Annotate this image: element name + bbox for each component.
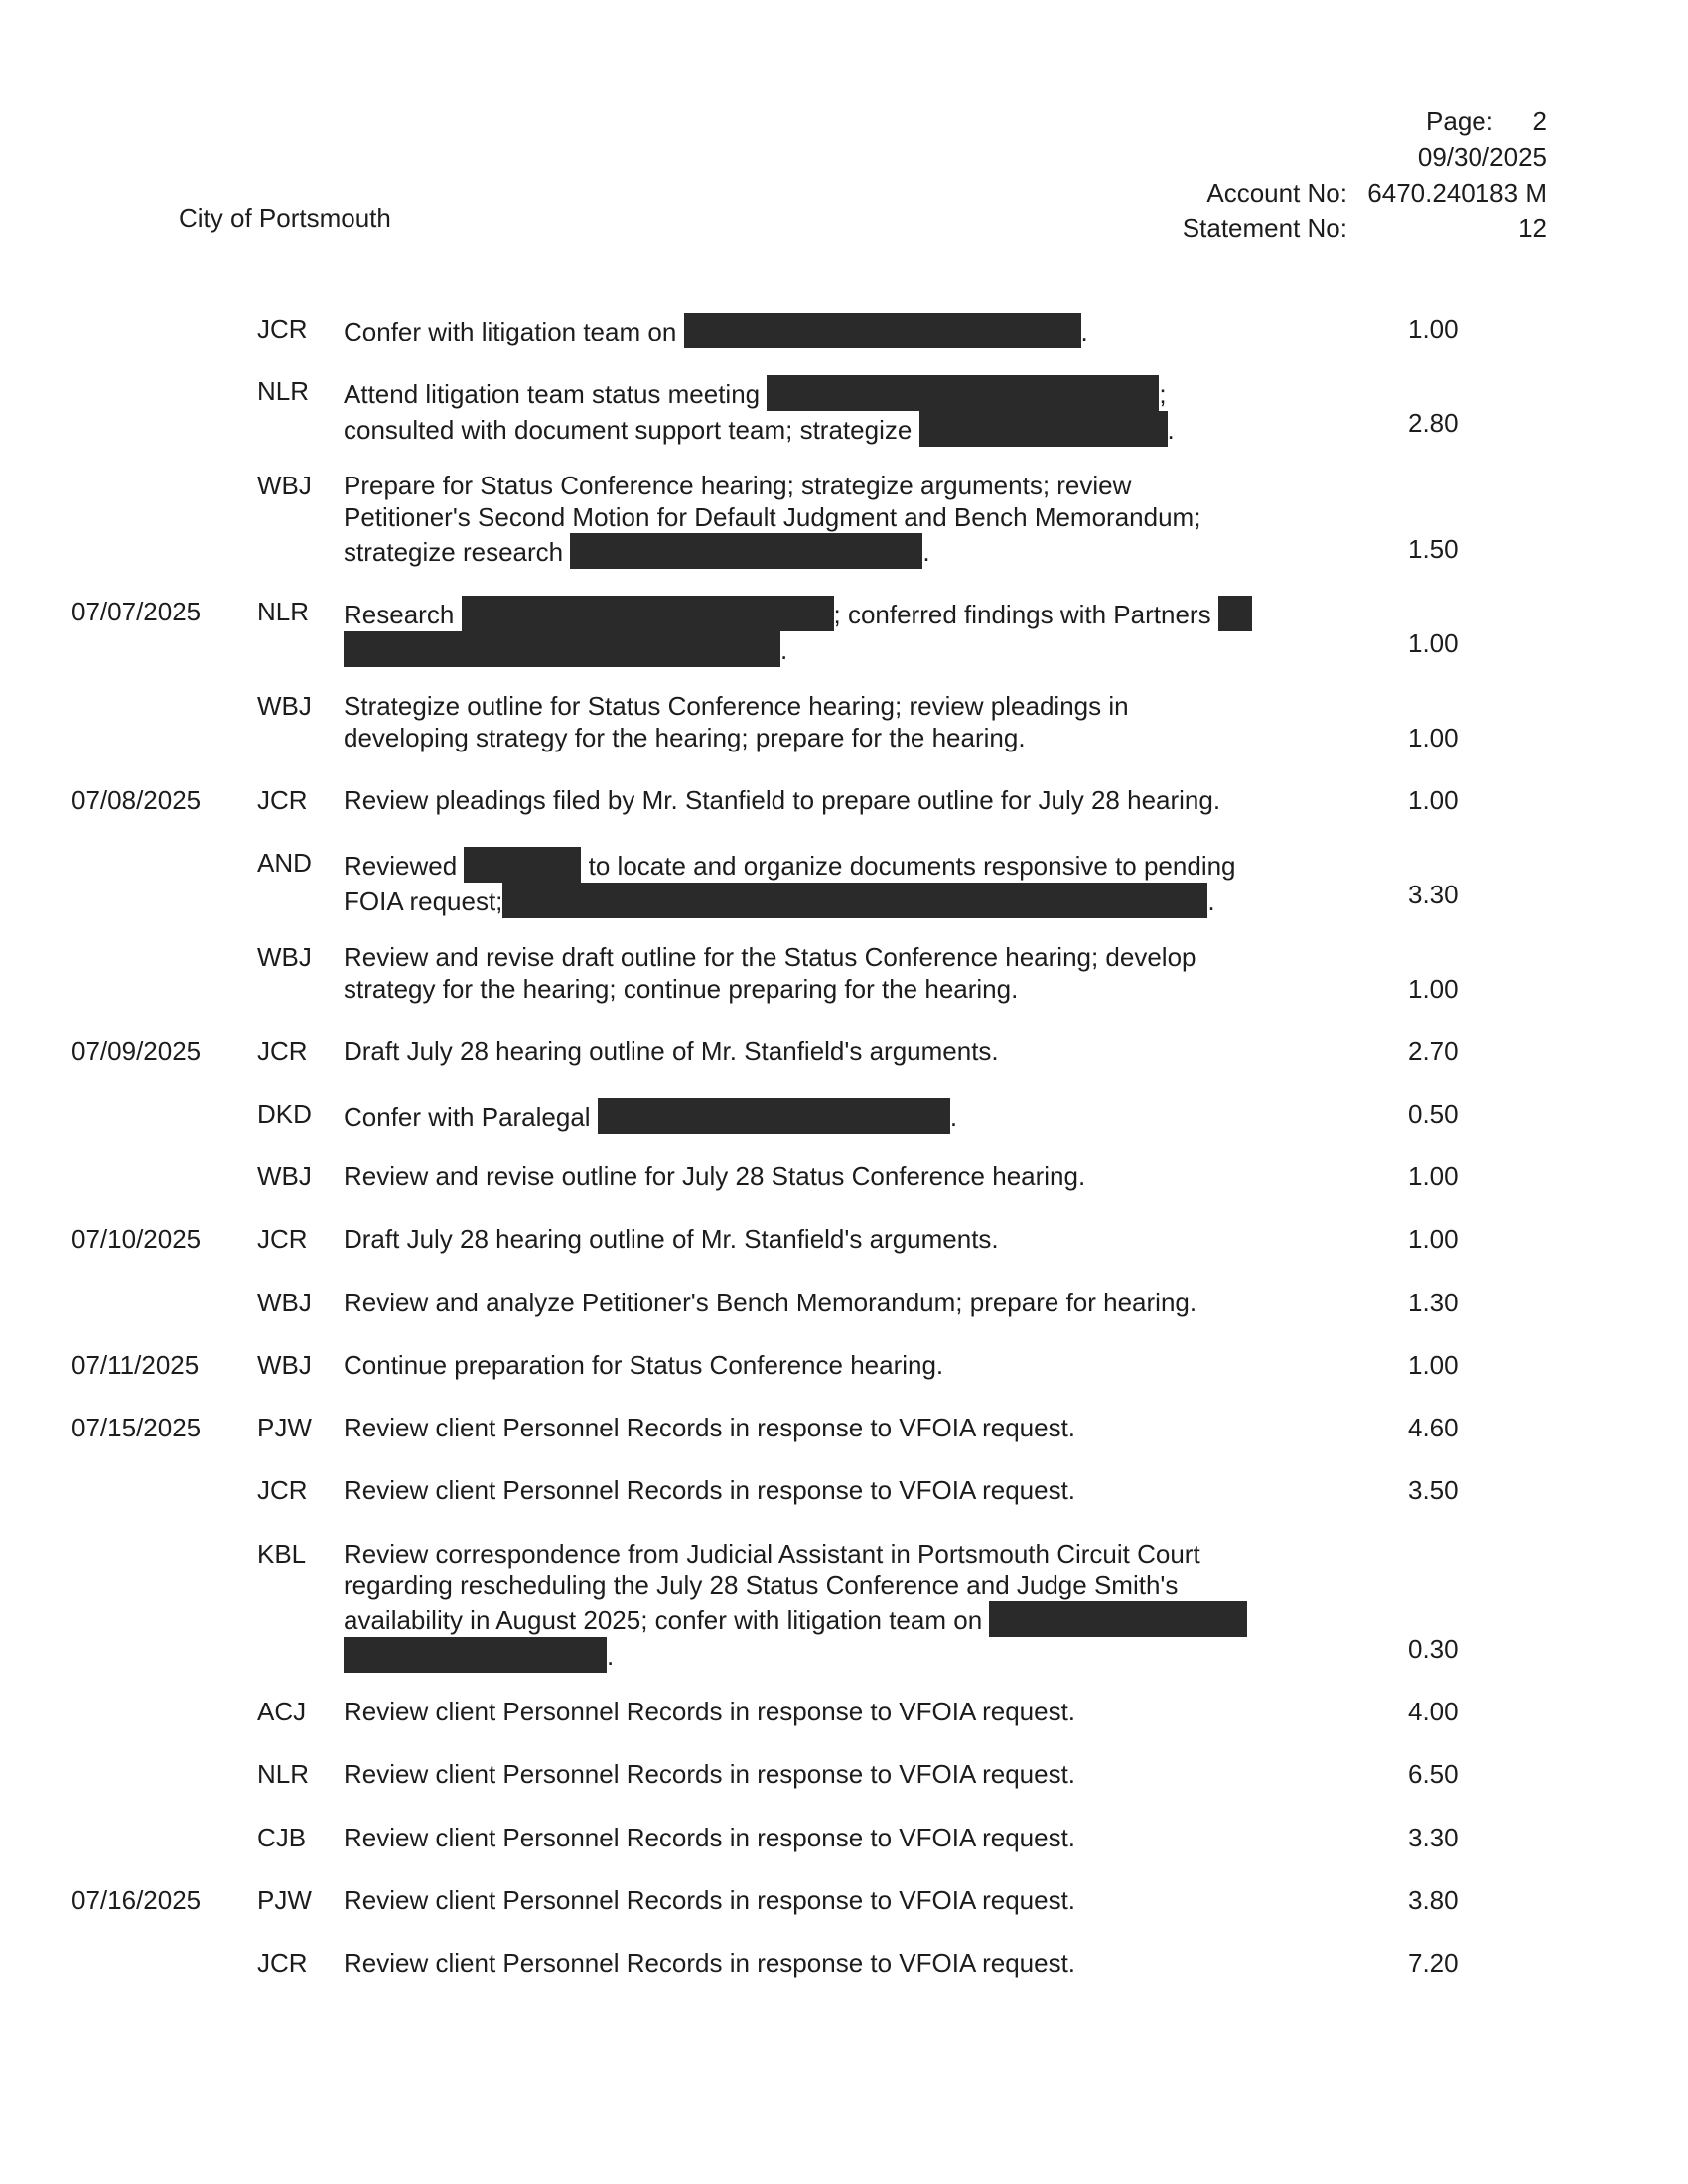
redaction-block	[344, 1637, 607, 1673]
redaction-block	[919, 411, 1168, 447]
entry-hours: 1.30	[1408, 1288, 1459, 1317]
statement-number: 12	[1518, 213, 1547, 243]
description-text: Reviewed	[344, 851, 465, 881]
time-entry	[0, 1822, 1688, 1853]
redaction-block	[684, 313, 1081, 348]
description-text: Review client Personnel Records in response to VFOIA request.	[344, 1885, 1076, 1915]
time-entry	[0, 1474, 1688, 1506]
description-text: regarding rescheduling the July 28 Status Conference and Judge Smith's	[344, 1570, 1179, 1600]
entry-initials: WBJ	[257, 1161, 312, 1191]
entry-hours: 3.30	[1408, 880, 1459, 909]
entry-hours: 6.50	[1408, 1759, 1459, 1789]
entry-description	[344, 1696, 1287, 1727]
entry-hours: 1.00	[1408, 1350, 1459, 1380]
description-text: Petitioner's Second Motion for Default Judgment and Bench Memorandum;	[344, 502, 1201, 532]
description-text: Review correspondence from Judicial Assistant in Portsmouth Circuit Court	[344, 1539, 1200, 1569]
time-entry	[0, 690, 1688, 753]
time-entry	[0, 784, 1688, 816]
time-entry	[0, 596, 1688, 665]
redaction-block	[989, 1601, 1247, 1637]
description-text: Review client Personnel Records in response to VFOIA request.	[344, 1759, 1076, 1789]
entry-description	[344, 1223, 1287, 1255]
entry-description	[344, 1349, 1287, 1381]
page-number: 2	[1532, 106, 1547, 136]
description-text: Confer with Paralegal	[344, 1102, 598, 1132]
description-text: Research	[344, 600, 462, 629]
description-text: FOIA request;	[344, 887, 503, 916]
entry-initials: ACJ	[257, 1697, 307, 1726]
redaction-block	[1218, 596, 1252, 631]
entry-date: 07/08/2025	[71, 785, 202, 815]
description-text: availability in August 2025; confer with litigation team on	[344, 1605, 990, 1635]
time-entry	[0, 375, 1688, 445]
entry-initials: PJW	[257, 1413, 312, 1442]
statement-label: Statement No:	[1182, 213, 1347, 243]
description-text: ;	[1159, 379, 1167, 409]
statement-date: 09/30/2025	[1417, 142, 1547, 172]
redaction-block	[570, 533, 922, 569]
entry-initials: WBJ	[257, 1288, 312, 1317]
description-text: .	[1080, 317, 1088, 346]
time-entry	[0, 1538, 1688, 1671]
description-text: ; conferred findings with Partners	[833, 600, 1218, 629]
time-entry	[0, 313, 1688, 344]
time-entry	[0, 1947, 1688, 1979]
time-entry	[0, 1160, 1688, 1192]
entry-hours: 3.80	[1408, 1885, 1459, 1915]
entry-hours: 0.30	[1408, 1634, 1459, 1664]
entry-hours: 1.00	[1408, 785, 1459, 815]
entry-description	[344, 1822, 1287, 1853]
entry-description	[344, 847, 1287, 918]
entry-hours: 1.00	[1408, 314, 1459, 343]
entry-initials: JCR	[257, 314, 308, 343]
description-text: consulted with document support team; strategize	[344, 415, 919, 445]
time-entry	[0, 1696, 1688, 1727]
entry-description	[344, 1098, 1287, 1134]
time-entry	[0, 1884, 1688, 1916]
entry-date: 07/11/2025	[71, 1350, 200, 1380]
entry-date: 07/07/2025	[71, 597, 202, 626]
entry-initials: AND	[257, 848, 312, 878]
description-text: strategy for the hearing; continue preparing for the hearing.	[344, 974, 1019, 1004]
entry-hours: 3.50	[1408, 1475, 1459, 1505]
entry-initials: DKD	[257, 1099, 312, 1129]
redaction-block	[344, 631, 780, 667]
account-label: Account No:	[1206, 178, 1347, 207]
redaction-block	[464, 847, 581, 883]
entry-initials: WBJ	[257, 471, 312, 500]
time-entry	[0, 1223, 1688, 1255]
entry-hours: 1.00	[1408, 1161, 1459, 1191]
time-entry	[0, 1287, 1688, 1318]
entry-initials: NLR	[257, 1759, 310, 1789]
time-entry	[0, 1349, 1688, 1381]
description-text: Review client Personnel Records in response to VFOIA request.	[344, 1413, 1076, 1442]
entry-description	[344, 1160, 1287, 1192]
entry-hours: 1.00	[1408, 974, 1459, 1004]
time-entry	[0, 1035, 1688, 1067]
entry-initials: JCR	[257, 1036, 308, 1066]
entry-description	[344, 941, 1287, 1005]
entry-hours: 1.00	[1408, 628, 1459, 658]
entry-date: 07/10/2025	[71, 1224, 202, 1254]
time-entry	[0, 1098, 1688, 1130]
entry-initials: WBJ	[257, 691, 312, 721]
description-text: .	[607, 1641, 615, 1671]
entry-hours: 1.50	[1408, 534, 1459, 564]
time-entry	[0, 470, 1688, 565]
redaction-block	[502, 883, 1207, 918]
description-text: .	[1207, 887, 1215, 916]
description-text: Review client Personnel Records in response to VFOIA request.	[344, 1948, 1076, 1978]
description-text: strategize research	[344, 537, 571, 567]
description-text: .	[1167, 415, 1175, 445]
entry-initials: PJW	[257, 1885, 312, 1915]
description-text: .	[949, 1102, 958, 1132]
description-text: Review pleadings filed by Mr. Stanfield to prepare outline for July 28 hearing.	[344, 785, 1221, 815]
entry-description	[344, 1538, 1287, 1673]
time-entry	[0, 847, 1688, 916]
account-number: 6470.240183 M	[1367, 178, 1547, 207]
description-text: to locate and organize documents responsive to pending	[581, 851, 1236, 881]
entry-hours: 2.80	[1408, 408, 1459, 438]
entry-hours: 7.20	[1408, 1948, 1459, 1978]
entry-description	[344, 784, 1287, 816]
entry-initials: JCR	[257, 1948, 308, 1978]
entry-hours: 4.60	[1408, 1413, 1459, 1442]
description-text: Review client Personnel Records in response to VFOIA request.	[344, 1475, 1076, 1505]
entry-date: 07/09/2025	[71, 1036, 202, 1066]
entry-hours: 2.70	[1408, 1036, 1459, 1066]
entry-initials: NLR	[257, 376, 310, 406]
entry-description	[344, 1474, 1287, 1506]
redaction-block	[598, 1098, 950, 1134]
description-text: Review and revise draft outline for the Status Conference hearing; develop	[344, 942, 1196, 972]
page-label: Page:	[1426, 106, 1493, 136]
entry-description	[344, 1947, 1287, 1979]
entry-date: 07/16/2025	[71, 1885, 202, 1915]
entry-initials: JCR	[257, 1224, 308, 1254]
entry-hours: 3.30	[1408, 1823, 1459, 1852]
description-text: Draft July 28 hearing outline of Mr. Stanfield's arguments.	[344, 1036, 999, 1066]
entry-initials: WBJ	[257, 942, 312, 972]
description-text: .	[922, 537, 930, 567]
redaction-block	[767, 375, 1159, 411]
time-entry	[0, 1758, 1688, 1790]
entry-description	[344, 313, 1287, 348]
entry-initials: WBJ	[257, 1350, 312, 1380]
entry-hours: 0.50	[1408, 1099, 1459, 1129]
description-text: developing strategy for the hearing; prepare for the hearing.	[344, 723, 1026, 752]
client-name: City of Portsmouth	[179, 204, 391, 233]
entry-description	[344, 1035, 1287, 1067]
entry-description	[344, 470, 1287, 569]
entry-hours: 1.00	[1408, 723, 1459, 752]
description-text: Review and analyze Petitioner's Bench Memorandum; prepare for hearing.	[344, 1288, 1197, 1317]
entry-hours: 1.00	[1408, 1224, 1459, 1254]
description-text: Review and revise outline for July 28 Status Conference hearing.	[344, 1161, 1086, 1191]
entry-initials: NLR	[257, 597, 310, 626]
description-text: Attend litigation team status meeting	[344, 379, 768, 409]
entry-hours: 4.00	[1408, 1697, 1459, 1726]
redaction-block	[462, 596, 834, 631]
entry-description	[344, 375, 1287, 447]
description-text: Confer with litigation team on	[344, 317, 684, 346]
entry-description	[344, 1287, 1287, 1318]
entry-description	[344, 1412, 1287, 1443]
description-text: Review client Personnel Records in response to VFOIA request.	[344, 1823, 1076, 1852]
entry-description	[344, 1758, 1287, 1790]
description-text: Continue preparation for Status Conference hearing.	[344, 1350, 944, 1380]
entry-description	[344, 690, 1287, 753]
description-text: Prepare for Status Conference hearing; strategize arguments; review	[344, 471, 1132, 500]
entry-description	[344, 1884, 1287, 1916]
description-text: Draft July 28 hearing outline of Mr. Stanfield's arguments.	[344, 1224, 999, 1254]
entry-description	[344, 596, 1287, 667]
entry-initials: CJB	[257, 1823, 307, 1852]
entry-initials: JCR	[257, 785, 308, 815]
entry-date: 07/15/2025	[71, 1413, 202, 1442]
entry-initials: KBL	[257, 1539, 307, 1569]
time-entry	[0, 1412, 1688, 1443]
description-text: Review client Personnel Records in response to VFOIA request.	[344, 1697, 1076, 1726]
description-text: Strategize outline for Status Conference hearing; review pleadings in	[344, 691, 1129, 721]
time-entry	[0, 941, 1688, 1005]
description-text: .	[780, 635, 788, 665]
entry-initials: JCR	[257, 1475, 308, 1505]
